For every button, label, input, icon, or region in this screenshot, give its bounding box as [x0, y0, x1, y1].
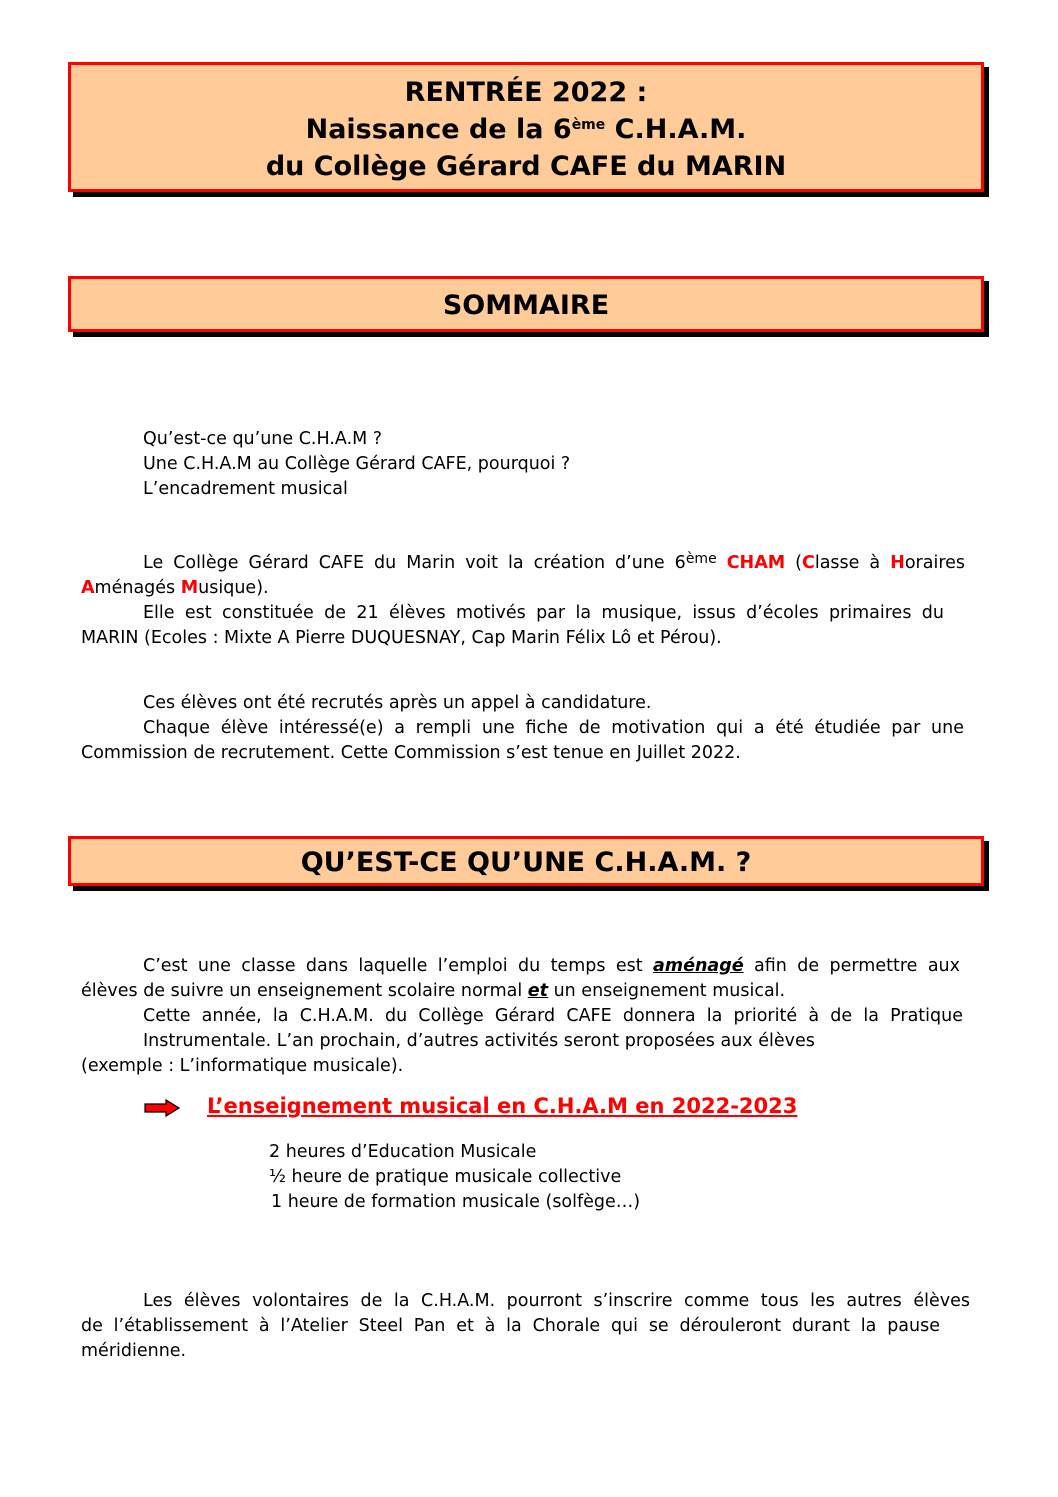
intro-paragraph-4-cont: Commission de recrutement. Cette Commission s’est tenue en Juillet 2022.	[81, 743, 741, 763]
text: afin de permettre aux	[743, 956, 960, 976]
intro-paragraph-2: Elle est constituée de 21 élèves motivés par la musique, issus d’écoles primaires du	[143, 603, 944, 623]
section-2-paragraph-2-cont: Instrumentale. L’an prochain, d’autres activités seront proposées aux élèves	[143, 1031, 815, 1051]
text: ménagés	[94, 578, 181, 598]
toc-item: Une C.H.A.M au Collège Gérard CAFE, pourquoi ?	[143, 454, 571, 474]
title-line-2	[71, 111, 981, 148]
text: C’est une classe dans laquelle l’emploi du temps est	[143, 956, 654, 976]
sommaire-box	[68, 276, 984, 332]
emphasis: aménagé	[653, 956, 744, 976]
title-text: Naissance de la 6	[305, 114, 572, 145]
section-2-box	[68, 836, 984, 886]
superscript: ème	[571, 117, 606, 133]
acronym-letter: A	[81, 578, 95, 598]
section-2-title: QU’EST-CE QU’UNE C.H.A.M. ?	[300, 847, 752, 878]
section-2-paragraph-3-cont: méridienne.	[81, 1341, 187, 1361]
title-text: C.H.A.M.	[605, 114, 747, 145]
text: Le Collège Gérard CAFE du Marin voit la création d’une 6	[143, 553, 686, 573]
acronym-letter: C	[802, 553, 815, 573]
text: oraires	[904, 553, 966, 573]
title-line-3: du Collège Gérard CAFE du MARIN	[265, 151, 787, 182]
title-line-1: RENTRÉE 2022 :	[404, 77, 648, 108]
text: élèves de suivre un enseignement scolaire normal	[81, 981, 528, 1001]
section-2-paragraph-2-cont: (exemple : L’informatique musicale).	[81, 1056, 404, 1076]
cham-label: CHAM	[726, 553, 786, 573]
intro-paragraph-4: Chaque élève intéressé(e) a rempli une fiche de motivation qui a été étudiée par une	[143, 718, 964, 738]
list-item: ½ heure de pratique musicale collective	[269, 1167, 622, 1187]
text: un enseignement musical.	[548, 981, 786, 1001]
list-item: 2 heures d’Education Musicale	[269, 1142, 537, 1162]
sommaire-title: SOMMAIRE	[442, 290, 610, 321]
title-box	[68, 62, 984, 192]
intro-paragraph-2-cont: MARIN (Ecoles : Mixte A Pierre DUQUESNAY, Cap Marin Félix Lô et Pérou).	[81, 628, 722, 648]
text: lasse à	[814, 553, 891, 573]
intro-paragraph-1-cont	[81, 576, 269, 601]
toc-item: L’encadrement musical	[143, 479, 348, 499]
text: usique).	[198, 578, 269, 598]
right-arrow-icon	[144, 1099, 180, 1117]
emphasis: et	[527, 981, 548, 1001]
section-2-paragraph-2: Cette année, la C.H.A.M. du Collège Gérard CAFE donnera la priorité à de la Pratique	[143, 1006, 963, 1026]
section-2-paragraph-3-cont: de l’établissement à l’Atelier Steel Pan et à la Chorale qui se dérouleront durant la pause	[81, 1316, 940, 1336]
acronym-letter: H	[890, 553, 905, 573]
text: (	[785, 553, 802, 573]
toc-item: Qu’est-ce qu’une C.H.A.M ?	[143, 429, 383, 449]
section-2-paragraph-3: Les élèves volontaires de la C.H.A.M. pourront s’inscrire comme tous les autres élèves	[143, 1291, 970, 1311]
section-2-paragraph-1-cont	[81, 979, 785, 1004]
section-2-paragraph-1	[143, 954, 960, 979]
intro-paragraph-3: Ces élèves ont été recrutés après un appel à candidature.	[143, 693, 652, 713]
superscript: ème	[685, 551, 717, 567]
list-item: 1 heure de formation musicale (solfège…)	[271, 1192, 641, 1212]
intro-paragraph-1	[143, 551, 965, 576]
acronym-letter: M	[180, 578, 199, 598]
section-heading: L’enseignement musical en C.H.A.M en 2022-2023	[207, 1094, 798, 1118]
